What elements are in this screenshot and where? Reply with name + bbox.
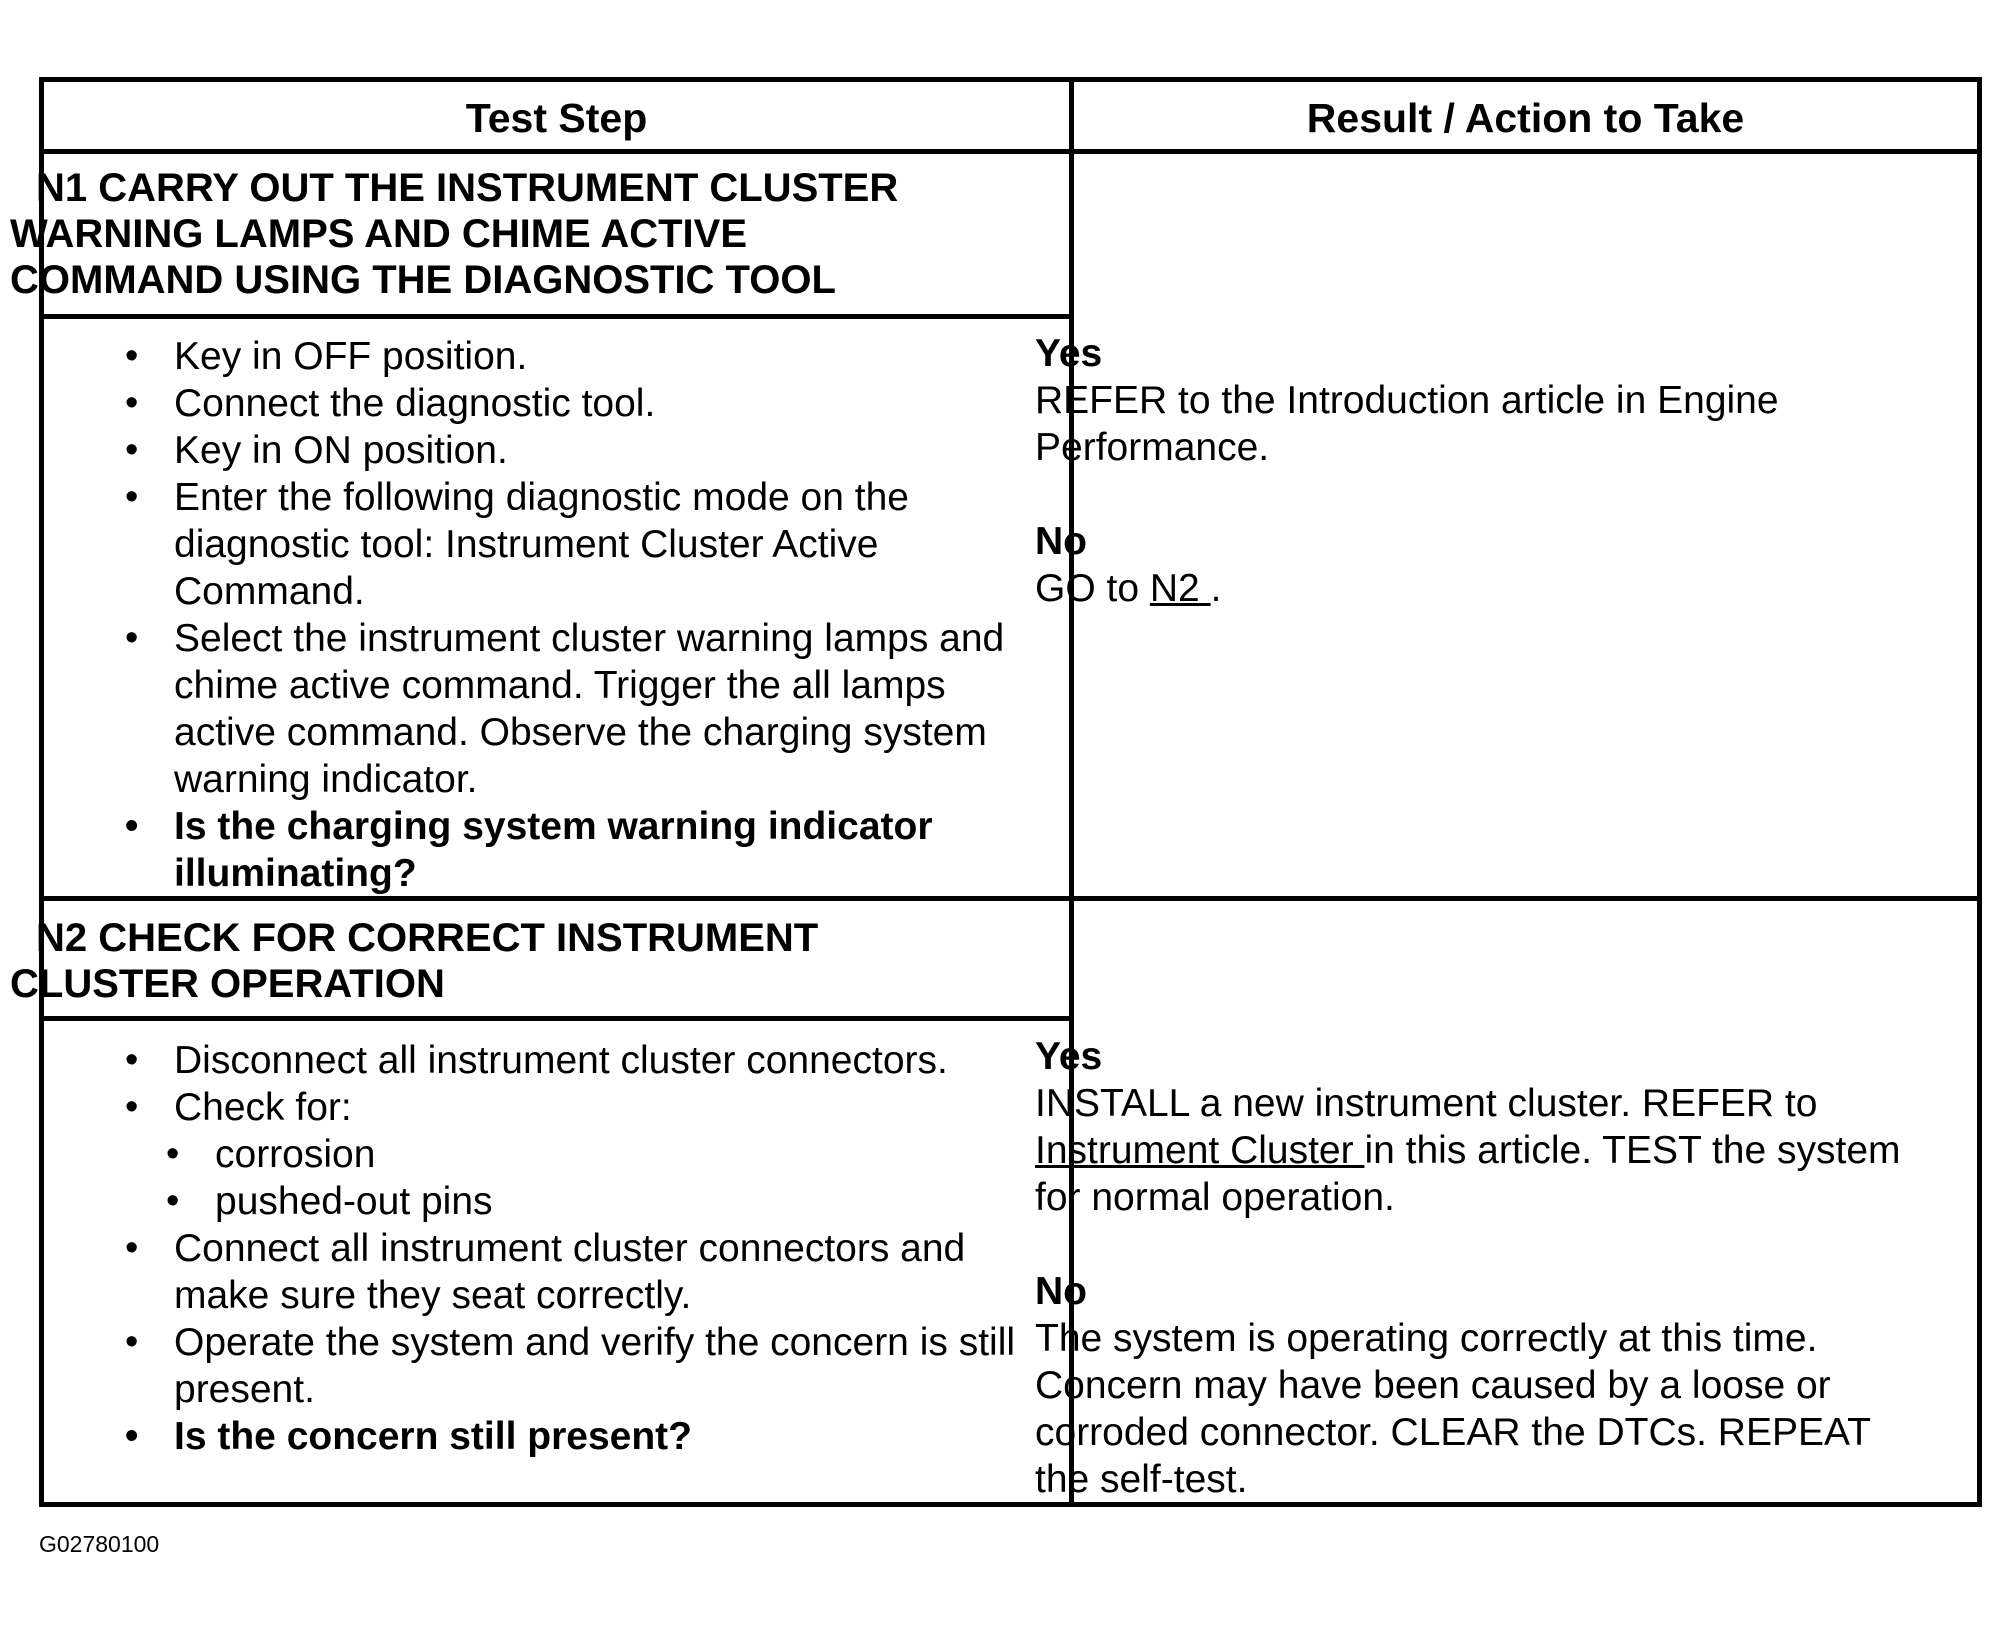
step-n2-title — [10, 915, 1010, 1007]
list-item: • Key in OFF position. — [90, 333, 1050, 380]
step-title-line: N1 CARRY OUT THE INSTRUMENT CLUSTER — [36, 166, 899, 210]
list-item: • Connect all instrument cluster connectors and make sure they seat correctly. — [90, 1225, 1050, 1319]
list-item: • Disconnect all instrument cluster connectors. — [90, 1037, 1050, 1084]
step-n1-instructions — [90, 333, 1050, 897]
step-question: • Is the charging system warning indicator illuminating? — [90, 803, 1050, 897]
check-for-list — [90, 1131, 1050, 1225]
figure-id: G02780100 — [39, 1531, 160, 1557]
header-result-action: Result / Action to Take — [1306, 95, 1745, 141]
step2-title-divider — [39, 1016, 1072, 1021]
step1-title-divider — [39, 314, 1072, 319]
step-n2-result — [1035, 1033, 1935, 1503]
sub-list-container — [90, 1131, 1050, 1225]
sub-list-item: • corrosion — [90, 1131, 1050, 1178]
yes-action-part1: INSTALL a new instrument cluster. REFER to — [1035, 1082, 1818, 1125]
header-test-step: Test Step — [465, 95, 648, 141]
step-n1-title — [10, 165, 1010, 303]
list-item: • Check for: — [90, 1084, 1050, 1131]
sub-list-item: • pushed-out pins — [90, 1178, 1050, 1225]
no-label: No — [1035, 520, 1087, 563]
list-item: • Connect the diagnostic tool. — [90, 380, 1050, 427]
list-item: • Select the instrument cluster warning lamps and chime active command. Trigger the all lamps active command. Observe the charging system warning indicator. — [90, 615, 1050, 803]
instrument-cluster-link[interactable]: Instrument Cluster — [1035, 1129, 1365, 1172]
list-item: • Operate the system and verify the concern is still present. — [90, 1319, 1050, 1413]
step-title-line: CLUSTER OPERATION — [10, 962, 445, 1006]
step-title-line: COMMAND USING THE DIAGNOSTIC TOOL — [10, 258, 836, 302]
yes-action: REFER to the Introduction article in Engine Performance. — [1035, 379, 1779, 469]
no-label: No — [1035, 1270, 1087, 1313]
go-to-n2-link[interactable]: N2 — [1149, 567, 1211, 610]
yes-label: Yes — [1035, 1035, 1103, 1078]
step-question: • Is the concern still present? — [90, 1413, 1050, 1460]
step-n2-instructions — [90, 1037, 1050, 1460]
step-title-line: WARNING LAMPS AND CHIME ACTIVE — [10, 212, 748, 256]
no-action-suffix: . — [1210, 567, 1222, 610]
list-item: • Enter the following diagnostic mode on the diagnostic tool: Instrument Cluster Active Command. — [90, 474, 1050, 615]
no-action-prefix: GO to — [1035, 567, 1150, 610]
no-action: The system is operating correctly at this time. Concern may have been caused by a loose or corroded connector. CLEAR the DTCs. REPEAT the self-test. — [1035, 1317, 1871, 1501]
list-item: • Key in ON position. — [90, 427, 1050, 474]
yes-action-part2: in this article. TEST the system for normal operation. — [1035, 1129, 1901, 1219]
step-n1-result — [1035, 330, 1935, 612]
step-title-line: N2 CHECK FOR CORRECT INSTRUMENT — [36, 916, 819, 960]
yes-label: Yes — [1035, 332, 1103, 375]
